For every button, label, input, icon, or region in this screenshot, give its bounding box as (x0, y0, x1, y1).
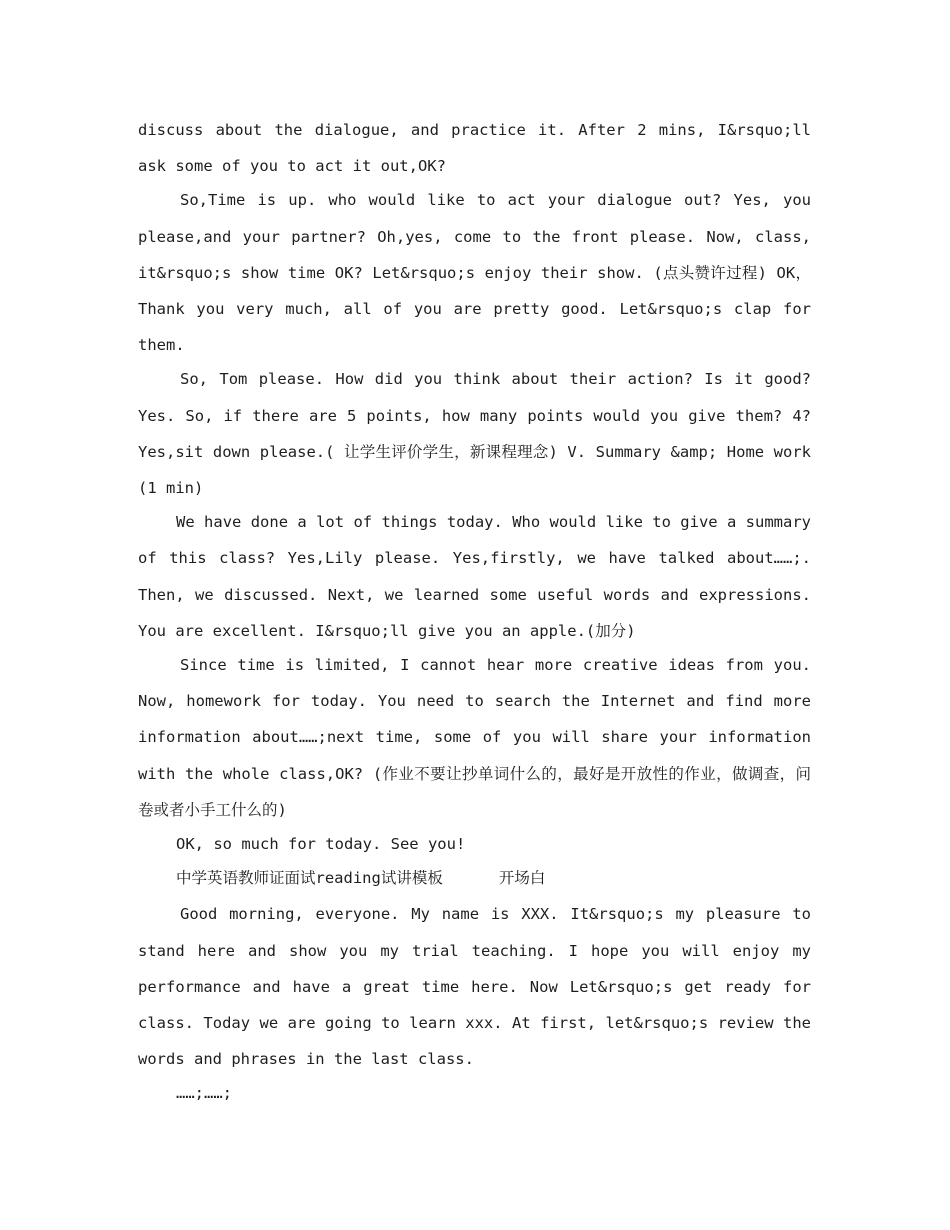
paragraph-homework: Since time is limited, I cannot hear more creative ideas from you. Now, homework for today. You need to search the Internet and find more information about……;next time, some of you will share your information with the whole class,OK? (作业不要让抄单词什么的，最好是开放性的作业，做调查，问卷或者小手工什么的) (138, 656, 811, 819)
paragraph-closing: OK, so much for today. See you! (176, 835, 466, 854)
paragraph-opening: Good morning, everyone. My name is XXX. It&rsquo;s my pleasure to stand here and show you my trial teaching. I hope you will enjoy my performance and have a great time here. Now Let&rsquo;s get ready for class. Today we are going to learn xxx. At first, let&rsquo;s review the words and phrases in the last class. (138, 905, 811, 1069)
paragraph-ellipsis: ……;……; (176, 1084, 232, 1103)
paragraph-dialogue-practice: discuss about the dialogue, and practice it. After 2 mins, I&rsquo;ll ask some of you to act it out,OK? (138, 121, 811, 176)
section-title: 中学英语教师证面试reading试讲模板 开场白 (176, 869, 546, 888)
paragraph-act-out: So,Time is up. who would like to act your dialogue out? Yes, you please,and your partner? Oh,yes, come to the front please. Now, class, it&rsquo;s show time OK? Let&rsquo;s enjoy their show. (点头赞许过程) OK， Thank you very much, all of you are pretty good. Let&rsquo;s clap for them. (138, 191, 811, 355)
document-page (138, 112, 811, 1110)
paragraph-evaluation: So, Tom please. How did you think about their action? Is it good? Yes. So, if there are 5 points, how many points would you give them? 4? Yes,sit down please.( 让学生评价学生，新课程理念) V. Summary &amp; Home work (1 min) (138, 370, 811, 498)
paragraph-summary: We have done a lot of things today. Who would like to give a summary of this class? Yes,Lily please. Yes,firstly, we have talked about……;. Then, we discussed. Next, we learned some useful words and expressions. You are excellent. I&rsquo;ll give you an apple.(加分) (138, 513, 811, 640)
